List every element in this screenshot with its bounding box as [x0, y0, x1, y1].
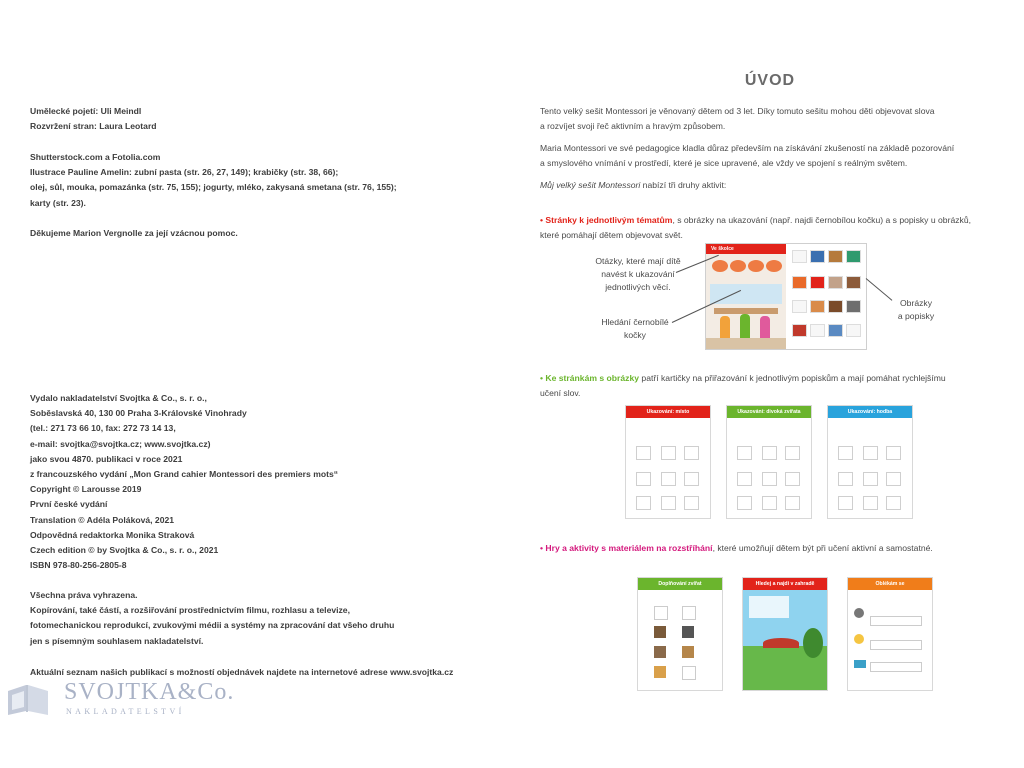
pointing-card [827, 405, 913, 519]
card-title: Ukazování: místo [626, 406, 710, 418]
card-title: Ukazování: hodba [828, 406, 912, 418]
book-title: Můj velký sešit Montessori [540, 180, 641, 190]
callout-questions [578, 255, 698, 294]
callout-pictures [880, 297, 952, 323]
callout-line: Otázky, které mají dítě [595, 256, 681, 266]
publisher-line: jako svou 4870. publikaci v roce 2021 [30, 453, 183, 464]
child-figure [740, 314, 750, 338]
question-bubble [748, 260, 764, 272]
source-line: Ilustrace Pauline Amelin: zubní pasta (str. 26, 27, 149); krabičky (str. 38, 66); [30, 167, 339, 178]
book-logo-icon [6, 681, 50, 717]
picture-tile [792, 300, 807, 313]
activity-2-heading: • Ke stránkám s obrázky [540, 373, 640, 383]
window-scene [710, 284, 782, 304]
callout-line: kočky [624, 330, 646, 340]
rights-line: jen s písemným souhlasem nakladatelství. [30, 635, 204, 646]
activity-3-text: , které umožňují dětem být při učení aktivní a samostatné. [712, 543, 933, 553]
intro-line: Maria Montessori ve své pedagogice kladla důraz především na získávání zkušeností na základě pozorování [540, 143, 955, 153]
card-box [684, 446, 699, 460]
activity-2-text: patří kartičky na přiřazování k jednotlivým popiskům a mají pomáhat rychlejšímu [639, 373, 946, 383]
child-figure [760, 316, 770, 338]
card-box [762, 472, 777, 486]
checklist [749, 596, 789, 618]
credit-line: Rozvržení stran: Laura Leotard [30, 121, 157, 132]
card-box [661, 496, 676, 510]
credit-line: Umělecké pojetí: Uli Meindl [30, 106, 142, 116]
page-title: ÚVOD [744, 72, 796, 89]
game-title: Hledej a najdi v zahradě [743, 578, 827, 590]
picture-tile [828, 276, 843, 289]
game-box [682, 666, 696, 680]
intro-line: a rozvíjet svoji řeč aktivním a hravým způsobem. [540, 121, 726, 131]
card-box [863, 446, 878, 460]
intro-paragraph-3 [540, 178, 1000, 193]
intro-paragraph-1 [540, 104, 1000, 134]
theme-page-title: Ve školce [711, 246, 734, 252]
picture-tile [810, 324, 825, 337]
card-box [762, 446, 777, 460]
callout-line: jednotlivých věcí. [605, 282, 671, 292]
logo-name: SVOJTKA&Co. [64, 679, 235, 705]
sun-icon [854, 634, 864, 644]
picture-tile [846, 300, 861, 313]
umbrella [763, 638, 799, 648]
question-bubble [730, 260, 746, 272]
source-line: Shutterstock.com a Fotolia.com [30, 152, 161, 162]
credits-catalog [30, 665, 500, 680]
animal-picture [654, 626, 666, 638]
card-box [737, 496, 752, 510]
callout-line: Hledání černobílé [601, 317, 669, 327]
intro-line: a smyslového vnímání v prostředí, které je sice upravené, ale vždy ve spojení s reálným světem. [540, 158, 908, 168]
card-box [737, 446, 752, 460]
picture-tile [792, 276, 807, 289]
answer-box [870, 616, 922, 626]
intro-line: Tento velký sešit Montessori je věnovaný dětem od 3 let. Díky tomuto sešitu mohou děti objevovat slova [540, 106, 935, 116]
rights-line: Všechna práva vyhrazena. [30, 590, 138, 600]
catalog-text: Aktuální seznam našich publikací s možností objednávek najdete na internetové adrese [30, 667, 391, 677]
card-box [762, 496, 777, 510]
card-box [661, 472, 676, 486]
picture-tile [810, 300, 825, 313]
publisher-line: Copyright © Larousse 2019 [30, 484, 142, 495]
catalog-line [30, 665, 500, 680]
pointing-card [625, 405, 711, 519]
animal-picture [654, 646, 666, 658]
card-title: Ukazování: divoká zvířata [727, 406, 811, 418]
question-bubble [712, 260, 728, 272]
picture-tile [828, 324, 843, 337]
publisher-line: Czech edition © by Svojtka & Co., s. r. o., 2021 [30, 545, 219, 556]
callout-line: a popisky [897, 311, 935, 321]
publisher-line: (tel.: 271 73 66 10, fax: 272 73 14 13, [30, 423, 176, 434]
publisher-line: ISBN 978-80-256-2805-8 [30, 560, 127, 571]
thanks-line: Děkujeme Marion Vergnolle za její vzácnou pomoc. [30, 228, 238, 238]
activity-3 [540, 541, 1020, 556]
credits-sources [30, 150, 500, 211]
game-page [637, 577, 723, 691]
classroom-scene [706, 244, 786, 349]
card-box [785, 472, 800, 486]
game-title: Oblékám se [848, 578, 932, 590]
callout-cat [585, 316, 685, 342]
publisher-line: Translation © Adéla Poláková, 2021 [30, 514, 175, 525]
card-box [863, 496, 878, 510]
credits-rights [30, 588, 500, 649]
publisher-line: e-mail: svojtka@svojtka.cz; www.svojtka.cz) [30, 438, 211, 449]
question-bubble [766, 260, 782, 272]
picture-tile [846, 276, 861, 289]
activity-2-text-2: učení slov. [540, 388, 581, 398]
card-box [886, 446, 901, 460]
credits-publisher [30, 391, 500, 573]
intro-paragraph-2 [540, 141, 1000, 171]
picture-tile [828, 250, 843, 263]
card-box [785, 496, 800, 510]
tree [803, 628, 823, 658]
card-box [661, 446, 676, 460]
card-box [785, 446, 800, 460]
animal-picture [654, 666, 666, 678]
source-line: karty (str. 23). [30, 197, 86, 208]
card-box [636, 472, 651, 486]
rights-line: fotomechanickou reprodukcí, zvukovými médii a systémy na zpracování dat všeho druhu [30, 620, 395, 631]
card-box [838, 496, 853, 510]
callout-line: navést k ukazování [601, 269, 675, 279]
picture-tile [810, 276, 825, 289]
card-box [737, 472, 752, 486]
card-box [886, 496, 901, 510]
picture-tile [792, 324, 807, 337]
activity-2 [540, 371, 1020, 401]
credits-thanks [30, 226, 500, 241]
answer-box [870, 640, 922, 650]
publisher-line: Vydalo nakladatelství Svojtka & Co., s. r. o., [30, 393, 207, 403]
intro-text: nabízí tři druhy aktivit: [640, 180, 727, 190]
picture-tile [846, 324, 861, 337]
game-page [742, 577, 828, 691]
animal-picture [682, 646, 694, 658]
activity-1 [540, 213, 1020, 243]
theme-page-header [706, 244, 786, 254]
rights-line: Kopírování, také částí, a rozšiřování prostřednictvím filmu, rozhlasu a televize, [30, 605, 350, 616]
activity-3-heading: • Hry a aktivity s materiálem na rozstříhání [540, 543, 713, 553]
picture-tile [828, 300, 843, 313]
card-box [863, 472, 878, 486]
card-box [636, 446, 651, 460]
floor [706, 338, 786, 349]
card-box [684, 472, 699, 486]
callout-line: Obrázky [900, 298, 932, 308]
game-page [847, 577, 933, 691]
theme-page-illustration [705, 243, 867, 350]
logo-subtitle: NAKLADATELSTVÍ [66, 707, 185, 716]
publisher-line: Soběslavská 40, 130 00 Praha 3-Královské Vinohrady [30, 408, 247, 419]
game-box [654, 606, 668, 620]
publisher-line: První české vydání [30, 499, 108, 510]
pointing-card [726, 405, 812, 519]
card-box [838, 446, 853, 460]
game-title: Doplňování zvířat [638, 578, 722, 590]
picture-tile [846, 250, 861, 263]
card-box [684, 496, 699, 510]
publisher-logo [6, 679, 235, 719]
source-line: olej, sůl, mouka, pomazánka (str. 75, 155); jogurty, mléko, zakysaná smetana (str. 76, 155); [30, 182, 397, 193]
picture-tile [810, 250, 825, 263]
credits-top [30, 104, 500, 134]
card-box [886, 472, 901, 486]
publisher-line: z francouzského vydání „Mon Grand cahier Montessori des premiers mots“ [30, 469, 339, 480]
card-box [838, 472, 853, 486]
activity-1-heading: • Stránky k jednotlivým tématům [540, 215, 673, 225]
clothing-icon [854, 660, 866, 668]
activity-1-text: , s obrázky na ukazování (např. najdi černobílou kočku) a s popisky u obrázků, [672, 215, 971, 225]
activity-1-text-2: které pomáhají dětem objevovat svět. [540, 230, 683, 240]
card-box [636, 496, 651, 510]
animal-picture [682, 626, 694, 638]
picture-tile [792, 250, 807, 263]
publisher-line: Odpovědná redaktorka Monika Straková [30, 529, 195, 540]
catalog-url[interactable]: www.svojtka.cz [390, 667, 454, 677]
weather-icon [854, 608, 864, 618]
child-figure [720, 316, 730, 338]
game-box [682, 606, 696, 620]
answer-box [870, 662, 922, 672]
